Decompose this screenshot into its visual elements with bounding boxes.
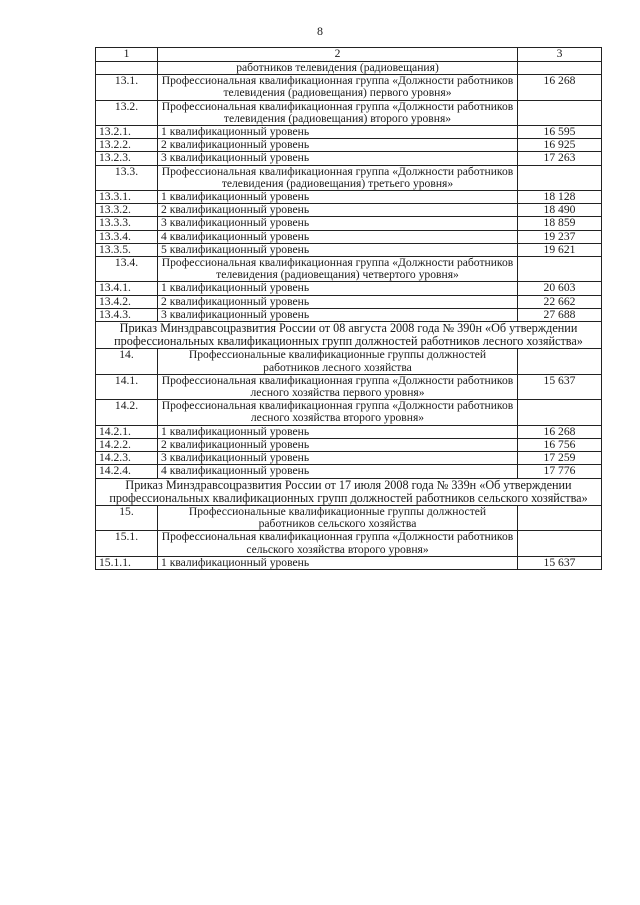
row-title: 1 квалификационный уровень <box>158 282 518 295</box>
level-row <box>96 465 602 478</box>
row-code: 15.1.1. <box>96 556 158 569</box>
row-value: 20 603 <box>518 282 602 295</box>
row-title: 3 квалификационный уровень <box>158 217 518 230</box>
row-title: Профессиональная квалификационная группа «Должности работников лесного хозяйства второго уровня» <box>158 400 518 425</box>
row-code: 15. <box>96 505 158 530</box>
order-row <box>96 322 602 349</box>
row-value: 19 621 <box>518 243 602 256</box>
row-title: 4 квалификационный уровень <box>158 465 518 478</box>
level-row <box>96 425 602 438</box>
table-header-row <box>96 48 602 62</box>
table-body <box>96 48 602 570</box>
level-row <box>96 308 602 321</box>
row-code: 14. <box>96 349 158 374</box>
row-title: 3 квалификационный уровень <box>158 308 518 321</box>
row-code: 13.4.3. <box>96 308 158 321</box>
group-row <box>96 349 602 374</box>
row-value <box>518 349 602 374</box>
row-value: 18 128 <box>518 191 602 204</box>
row-code: 14.2.3. <box>96 452 158 465</box>
row-code: 13.3.4. <box>96 230 158 243</box>
row-title: Профессиональная квалификационная группа «Должности работников лесного хозяйства первого уровня» <box>158 374 518 399</box>
continuation-row <box>96 62 602 75</box>
row-code-cell <box>96 62 158 75</box>
row-value <box>518 165 602 190</box>
row-value: 22 662 <box>518 295 602 308</box>
row-title: Профессиональные квалификационные группы должностей работников сельского хозяйства <box>158 505 518 530</box>
row-value <box>518 100 602 125</box>
group-row <box>96 531 602 556</box>
header-col-3: 3 <box>518 48 602 62</box>
row-code: 13.3.3. <box>96 217 158 230</box>
row-code: 13.3.1. <box>96 191 158 204</box>
row-value: 17 776 <box>518 465 602 478</box>
row-code: 13.2.2. <box>96 139 158 152</box>
page-number: 8 <box>317 24 323 38</box>
row-code: 13.1. <box>96 75 158 100</box>
row-title: 2 квалификационный уровень <box>158 438 518 451</box>
row-title: 1 квалификационный уровень <box>158 556 518 569</box>
row-value <box>518 257 602 282</box>
row-code: 15.1. <box>96 531 158 556</box>
header-col-2: 2 <box>158 48 518 62</box>
group-row <box>96 75 602 100</box>
row-title: 1 квалификационный уровень <box>158 126 518 139</box>
row-title: 2 квалификационный уровень <box>158 139 518 152</box>
row-code: 14.2.1. <box>96 425 158 438</box>
row-title: Профессиональная квалификационная группа «Должности работников телевидения (радиовещания) четвертого уровня» <box>158 257 518 282</box>
group-row <box>96 374 602 399</box>
group-row <box>96 400 602 425</box>
row-code: 14.2. <box>96 400 158 425</box>
level-row <box>96 204 602 217</box>
row-value: 15 637 <box>518 556 602 569</box>
row-code: 13.2. <box>96 100 158 125</box>
row-code: 13.2.3. <box>96 152 158 165</box>
level-row <box>96 452 602 465</box>
row-title: Профессиональные квалификационные группы должностей работников лесного хозяйства <box>158 349 518 374</box>
row-value-cell <box>518 62 602 75</box>
row-code: 13.3.5. <box>96 243 158 256</box>
row-title: Профессиональная квалификационная группа «Должности работников телевидения (радиовещания) второго уровня» <box>158 100 518 125</box>
order-text: Приказ Минздравсоцразвития России от 17 июля 2008 года № 339н «Об утверждении профессиональных квалификационных групп должностей работников сельского хозяйства» <box>96 478 602 505</box>
row-title: работников телевидения (радиовещания) <box>158 62 518 75</box>
row-code: 14.2.4. <box>96 465 158 478</box>
level-row <box>96 230 602 243</box>
row-code: 14.2.2. <box>96 438 158 451</box>
row-title: 2 квалификационный уровень <box>158 204 518 217</box>
row-title: 4 квалификационный уровень <box>158 230 518 243</box>
order-row <box>96 478 602 505</box>
row-code: 13.3.2. <box>96 204 158 217</box>
level-row <box>96 295 602 308</box>
row-value <box>518 531 602 556</box>
group-row <box>96 257 602 282</box>
group-row <box>96 505 602 530</box>
row-value: 16 268 <box>518 75 602 100</box>
level-row <box>96 139 602 152</box>
row-title: 5 квалификационный уровень <box>158 243 518 256</box>
level-row <box>96 556 602 569</box>
row-value: 15 637 <box>518 374 602 399</box>
salary-table <box>95 47 602 570</box>
row-value: 16 268 <box>518 425 602 438</box>
level-row <box>96 152 602 165</box>
row-title: Профессиональная квалификационная группа «Должности работников телевидения (радиовещания) первого уровня» <box>158 75 518 100</box>
row-title: 1 квалификационный уровень <box>158 425 518 438</box>
row-value: 18 859 <box>518 217 602 230</box>
level-row <box>96 438 602 451</box>
row-value: 16 925 <box>518 139 602 152</box>
level-row <box>96 282 602 295</box>
row-code: 13.4.1. <box>96 282 158 295</box>
header-col-1: 1 <box>96 48 158 62</box>
level-row <box>96 243 602 256</box>
row-value: 16 756 <box>518 438 602 451</box>
row-title: Профессиональная квалификационная группа «Должности работников сельского хозяйства второго уровня» <box>158 531 518 556</box>
row-code: 13.4. <box>96 257 158 282</box>
row-value: 19 237 <box>518 230 602 243</box>
row-code: 14.1. <box>96 374 158 399</box>
row-value: 17 259 <box>518 452 602 465</box>
order-text: Приказ Минздравсоцразвития России от 08 августа 2008 года № 390н «Об утверждении профессиональных квалификационных групп должностей работников лесного хозяйства» <box>96 322 602 349</box>
row-title: 2 квалификационный уровень <box>158 295 518 308</box>
row-title: Профессиональная квалификационная группа «Должности работников телевидения (радиовещания) третьего уровня» <box>158 165 518 190</box>
row-code: 13.4.2. <box>96 295 158 308</box>
level-row <box>96 217 602 230</box>
row-value: 27 688 <box>518 308 602 321</box>
level-row <box>96 126 602 139</box>
row-value: 16 595 <box>518 126 602 139</box>
row-title: 3 квалификационный уровень <box>158 152 518 165</box>
row-code: 13.3. <box>96 165 158 190</box>
row-value: 18 490 <box>518 204 602 217</box>
row-title: 3 квалификационный уровень <box>158 452 518 465</box>
row-value: 17 263 <box>518 152 602 165</box>
row-title: 1 квалификационный уровень <box>158 191 518 204</box>
row-value <box>518 505 602 530</box>
group-row <box>96 165 602 190</box>
row-value <box>518 400 602 425</box>
level-row <box>96 191 602 204</box>
group-row <box>96 100 602 125</box>
row-code: 13.2.1. <box>96 126 158 139</box>
